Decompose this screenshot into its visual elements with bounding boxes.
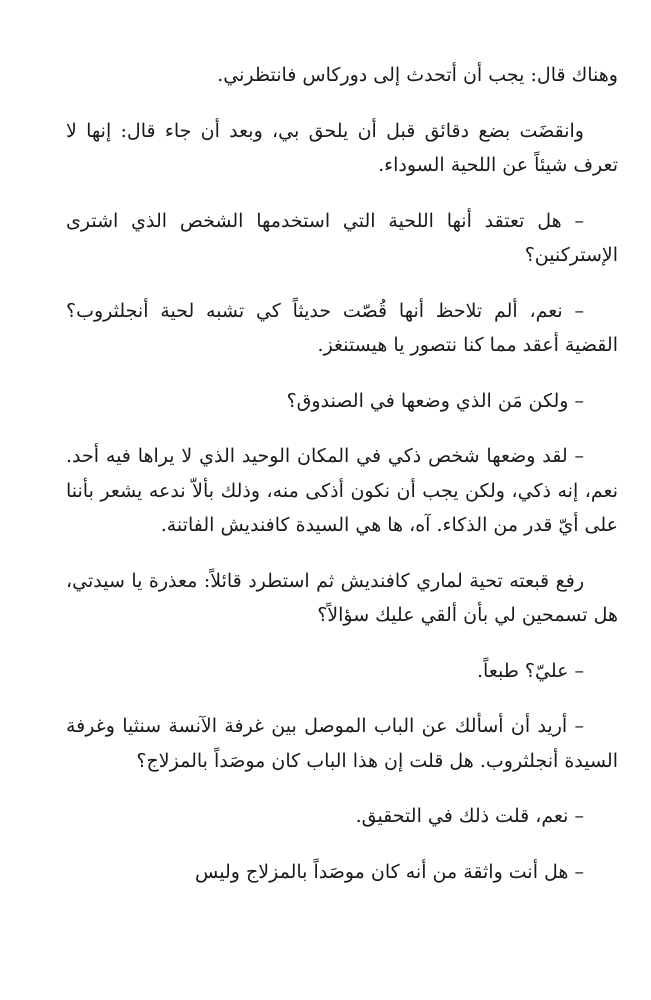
paragraph-3: – هل تعتقد أنها اللحية التي استخدمها الشخص الذي اشترى الإستركنين؟	[66, 209, 618, 266]
paragraph-4: – نعم، ألم تلاحظ أنها قُصّت حديثاً كي تشبه لحية أنجلثروب؟ القضية أعقد مما كنا نتصور يا هيستنغز.	[66, 299, 618, 356]
paragraph-9: – أريد أن أسألك عن الباب الموصل بين غرفة الآنسة سنثيا وغرفة السيدة أنجلثروب. هل قلت إن هذا الباب كان موصَداً بالمزلاج؟	[66, 715, 618, 772]
paragraph-6: – لقد وضعها شخص ذكي في المكان الوحيد الذي لا يراها فيه أحد. نعم، إنه ذكي، ولكن يجب أن نكون أذكى منه، وذلك بألاّ ندعه يشعر بأننا على أيّ قدر من الذكاء. آه، ها هي السيدة كافنديش الفاتنة.	[66, 445, 618, 536]
paragraph-7: رفع قبعته تحية لماري كافنديش ثم استطرد قائلاً: معذرة يا سيدتي، هل تسمحين لي بأن ألقي عليك سؤالاً؟	[66, 569, 618, 626]
paragraph-11: – هل أنت واثقة من أنه كان موصَداً بالمزلاج وليس	[195, 860, 584, 883]
paragraph-5: – ولكن مَن الذي وضعها في الصندوق؟	[286, 389, 584, 412]
paragraph-10: – نعم، قلت ذلك في التحقيق.	[355, 805, 584, 827]
paragraph-2: وانقضَت بضع دقائق قبل أن يلحق بي، وبعد أن جاء قال: إنها لا تعرف شيئاً عن اللحية السوداء.	[66, 119, 618, 176]
paragraph-1: وهناك قال: يجب أن أتحدث إلى دوركاس فانتظرني.	[217, 64, 618, 86]
paragraph-8: – عليّ؟ طبعاً.	[477, 659, 584, 682]
book-page	[66, 58, 618, 910]
